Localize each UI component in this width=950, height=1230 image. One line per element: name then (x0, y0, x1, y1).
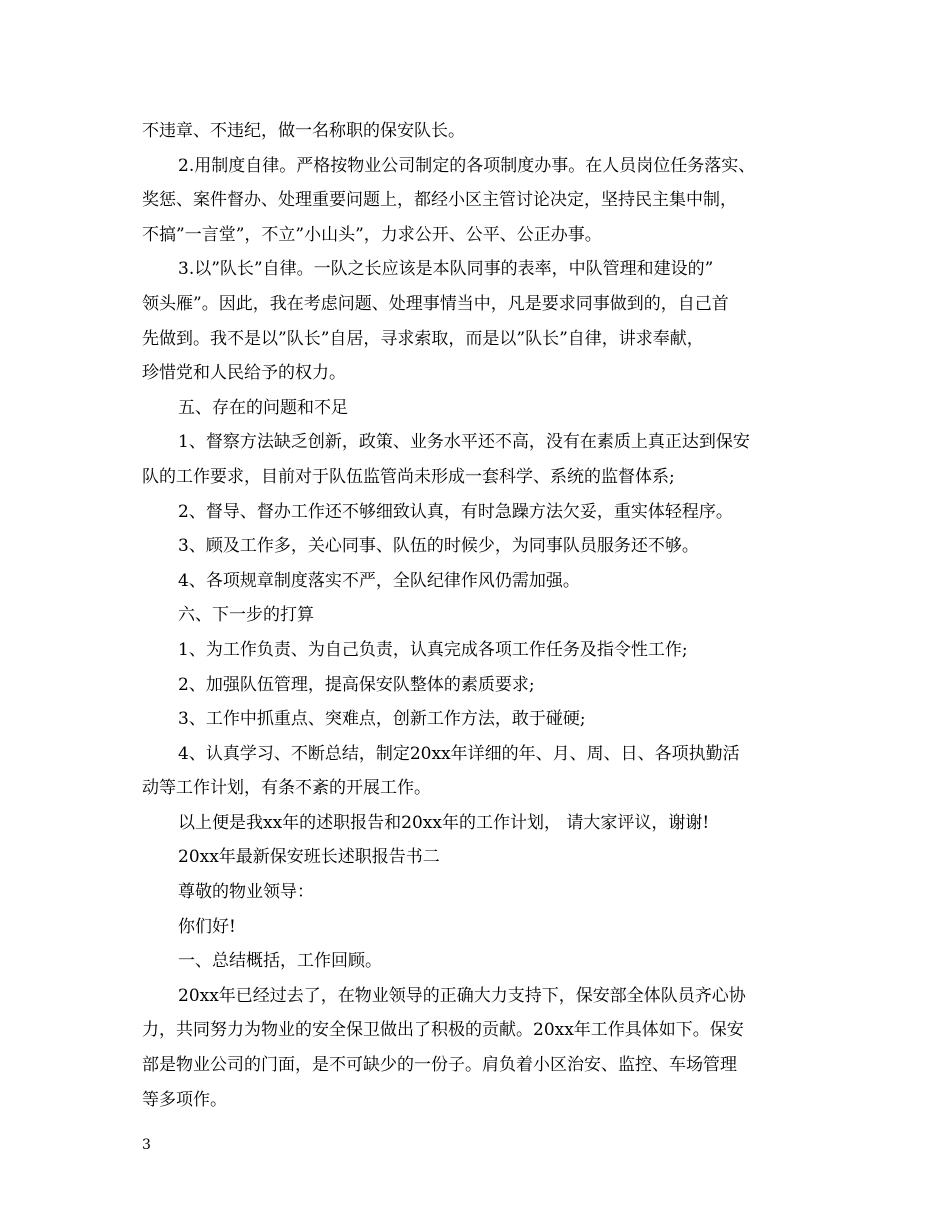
text-line: 3.以”队长”自律。一队之长应该是本队同事的表率，中队管理和建设的” (178, 259, 714, 280)
body-text (142, 114, 822, 1117)
text-line: 20xx年已经过去了，在物业领导的正确大力支持下，保安部全体队员齐心协 (178, 985, 746, 1006)
text-line: 以上便是我xx年的述职报告和20xx年的工作计划， 请大家评议，谢谢! (178, 812, 710, 833)
section-heading: 五、存在的问题和不足 (178, 397, 348, 418)
section-heading: 六、下一步的打算 (178, 605, 314, 626)
text-line: 不搞”一言堂”，不立”小山头”，力求公开、公平、公正办事。 (142, 224, 602, 245)
text-line: 力，共同努力为物业的安全保卫做出了积极的贡献。20xx年工作具体如下。保安 (142, 1020, 744, 1041)
report-title: 20xx年最新保安班长述职报告书二 (178, 847, 440, 868)
greeting: 你们好! (178, 916, 236, 937)
text-line: 等多项作。 (142, 1089, 227, 1110)
text-line: 领头雁”。因此，我在考虑问题、处理事情当中，凡是要求同事做到的，自己首 (142, 293, 729, 314)
text-line: 2、督导、督办工作还不够细致认真，有时急躁方法欠妥，重实体轻程序。 (178, 501, 733, 522)
page-number: 3 (142, 1137, 151, 1153)
text-line: 2.用制度自律。严格按物业公司制定的各项制度办事。在人员岗位任务落实、 (178, 155, 756, 176)
text-line: 奖惩、案件督办、处理重要问题上，都经小区主管讨论决定，坚持民主集中制， (142, 190, 737, 211)
text-line: 队的工作要求，目前对于队伍监管尚未形成一套科学、系统的监督体系; (142, 466, 675, 487)
text-line: 珍惜党和人民给予的权力。 (142, 363, 346, 384)
text-line: 3、工作中抓重点、突难点，创新工作方法，敢于碰硬; (178, 709, 586, 730)
text-line: 4、认真学习、不断总结，制定20xx年详细的年、月、周、日、各项执勤活 (178, 743, 740, 764)
text-line: 先做到。我不是以”队长”自居，寻求索取，而是以”队长”自律，讲求奉献， (142, 328, 704, 349)
text-line: 2、加强队伍管理，提高保安队整体的素质要求; (178, 674, 535, 695)
salutation: 尊敬的物业领导： (178, 882, 314, 903)
text-line: 不违章、不违纪，做一名称职的保安队长。 (142, 121, 465, 141)
text-line: 4、各项规章制度落实不严，全队纪律作风仍需加强。 (178, 570, 580, 591)
text-line: 动等工作计划，有条不紊的开展工作。 (142, 778, 431, 799)
text-line: 1、督察方法缺乏创新，政策、业务水平还不高，没有在素质上真正达到保安 (178, 432, 750, 453)
text-line: 1、为工作负责、为自己负责，认真完成各项工作任务及指令性工作; (178, 639, 688, 660)
section-heading: 一、总结概括，工作回顾。 (178, 951, 382, 972)
text-line: 部是物业公司的门面，是不可缺少的一份子。肩负着小区治安、监控、车场管理 (142, 1055, 737, 1076)
text-line: 3、顾及工作多，关心同事、队伍的时候少，为同事队员服务还不够。 (178, 536, 699, 557)
